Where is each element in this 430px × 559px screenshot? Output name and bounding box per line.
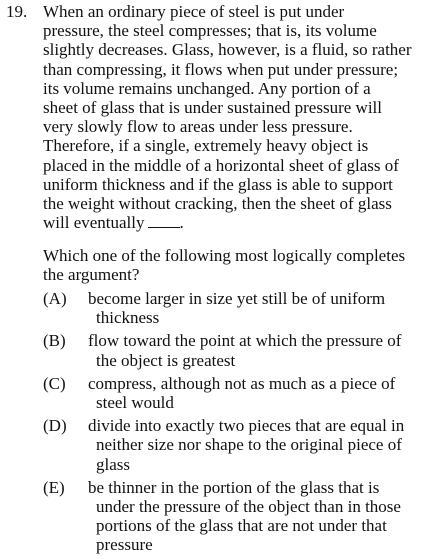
stem-line: very slowly flow to areas under less pressure. [43, 117, 353, 137]
choice-line: under the pressure of the object than in those [96, 497, 401, 517]
answer-choices [43, 289, 428, 559]
question-stem [43, 2, 423, 232]
choice-line: pressure [96, 535, 153, 555]
stem-line: the weight without cracking, then the sheet of glass [43, 194, 392, 214]
question-number: 19. [6, 2, 28, 21]
choice-letter: (C) [43, 373, 66, 393]
choice-line: steel would [96, 393, 174, 413]
stem-line: than compressing, it flows when put under pressure; [43, 59, 399, 79]
answer-blank [148, 213, 180, 228]
choice-line: compress, although not as much as a piece of [88, 373, 396, 393]
choice-line: thickness [96, 308, 160, 328]
stem-end-period: . [179, 213, 184, 233]
choice-text [88, 374, 428, 412]
choice-text [88, 289, 428, 327]
choice-line: portions of the glass that are not under that [96, 516, 387, 536]
choice-d[interactable] [43, 416, 428, 474]
stem-line: pressure, the steel compresses; that is, its volume [43, 21, 377, 41]
stem-final-line [43, 213, 423, 232]
prompt-line: the argument? [43, 265, 140, 285]
stem-line: placed in the middle of a horizontal sheet of glass of [43, 155, 399, 175]
stem-line: sheet of glass that is under sustained pressure will [43, 98, 382, 118]
choice-text [88, 331, 428, 369]
choice-line: flow toward the point at which the pressure of [88, 331, 402, 351]
stem-line: its volume remains unchanged. Any portion of a [43, 78, 371, 98]
stem-line: Therefore, if a single, extremely heavy object is [43, 136, 369, 156]
choice-text [88, 478, 428, 555]
stem-line: uniform thickness and if the glass is able to support [43, 174, 393, 194]
choice-line: the object is greatest [96, 350, 236, 370]
question-prompt [43, 246, 423, 284]
choice-line: divide into exactly two pieces that are equal in [88, 416, 405, 436]
stem-line: will eventually [43, 213, 145, 233]
choice-e[interactable] [43, 478, 428, 555]
choice-letter: (A) [43, 289, 67, 308]
choice-letter: (D) [43, 416, 67, 436]
stem-line: When an ordinary piece of steel is put under [43, 2, 345, 21]
choice-b[interactable] [43, 331, 428, 369]
choice-c[interactable] [43, 374, 428, 412]
choice-line: be thinner in the portion of the glass that is [88, 477, 380, 497]
choice-line: glass [96, 454, 130, 474]
choice-letter: (E) [43, 477, 65, 497]
choice-text [88, 416, 428, 474]
choice-line: neither size nor shape to the original piece of [96, 435, 402, 455]
choice-a[interactable] [43, 289, 428, 327]
choice-line: become larger in size yet still be of uniform [88, 289, 386, 308]
choice-letter: (B) [43, 331, 66, 351]
prompt-line: Which one of the following most logically completes [43, 246, 406, 265]
stem-line: slightly decreases. Glass, however, is a fluid, so rather [43, 40, 412, 60]
